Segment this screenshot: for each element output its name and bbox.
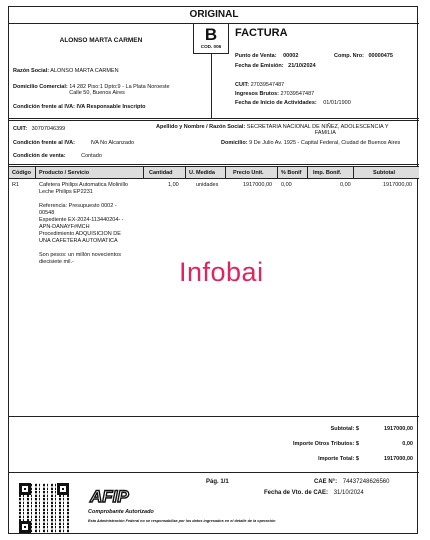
comprobante-autorizado: Comprobante Autorizado	[88, 509, 154, 515]
items-table-header	[9, 166, 419, 179]
doc-type: FACTURA	[235, 27, 288, 39]
note-line: Son pesos: un millón novecientos	[39, 252, 121, 258]
row-unit: unidades	[196, 182, 219, 188]
row-product: Cafetera Philips Automatica Molinillo Leche Philips EP2231	[39, 182, 128, 195]
row-qty: 1,00	[168, 182, 179, 188]
otros-tributos-value: 0,00	[402, 441, 413, 447]
note-line: 00548	[39, 210, 55, 216]
inicio-actividades: Fecha de Inicio de Actividades: 01/01/1900	[235, 100, 351, 106]
punto-de-venta: Punto de Venta: 00002	[235, 53, 299, 59]
issuer-name: ALONSO MARTA CARMEN	[59, 37, 143, 44]
afip-logo	[88, 486, 146, 506]
cae-expiration: Fecha de Vto. de CAE: 31/10/2024	[264, 490, 364, 496]
col-producto: Producto / Servicio	[39, 170, 90, 176]
col-unidad: U. Medida	[189, 170, 215, 176]
invoice-code: COD. 006	[200, 44, 222, 49]
note-line: Procedimiento ADQUISICION DE	[39, 231, 121, 237]
col-imp-bonif: Imp. Bonif.	[313, 170, 342, 176]
issuer-domicilio: Domicilio Comercial: 14 282 Piso:1 Dpto:9 - La Plata Noroeste Calle 50, Buenos Aires	[13, 84, 170, 96]
totals-block	[9, 416, 419, 472]
fecha-emision: Fecha de Emisión: 21/10/2024	[235, 63, 316, 69]
qr-code	[19, 483, 69, 533]
invoice-letter-box	[193, 23, 229, 54]
watermark: Infobai	[179, 257, 264, 287]
item-notes	[39, 203, 149, 266]
client-domicilio: Domicilio: 9 De Julio Av. 1925 - Capital Federal, Ciudad de Buenos Aires	[221, 140, 401, 146]
row-subtotal: 1917000,00	[383, 182, 413, 188]
svg-text:AFIP: AFIP	[90, 487, 129, 506]
invoice-letter: B	[204, 25, 218, 44]
total-label: Importe Total: $	[318, 456, 359, 462]
col-subtotal: Subtotal	[373, 170, 395, 176]
client-iva: Condición frente al IVA: IVA No Alcanzado	[13, 140, 135, 146]
row-bonif-imp: 0,00	[340, 182, 351, 188]
issuer-cuit: CUIT: 27039547487	[235, 82, 285, 88]
subtotal-value: 1917000,00	[383, 426, 413, 432]
col-precio: Precio Unit.	[233, 170, 264, 176]
note-line: Referencia: Presupuesto 0002 -	[39, 203, 117, 209]
row-code: R1	[12, 182, 20, 188]
client-cuit: CUIT: 30707046399	[13, 126, 66, 132]
note-line	[39, 245, 149, 252]
col-cantidad: Cantidad	[149, 170, 173, 176]
issuer-iva: Condición frente al IVA: IVA Responsable Inscripto	[13, 104, 146, 110]
col-codigo: Código	[12, 170, 31, 176]
note-line: APN-DANAYF#MCH	[39, 224, 90, 230]
invoice-page	[8, 6, 418, 534]
issuer-razon-social: Razón Social: ALONSO MARTA CARMEN	[13, 68, 119, 74]
otros-tributos-label: Importe Otros Tributos: $	[292, 441, 359, 447]
subtotal-label: Subtotal: $	[330, 426, 359, 432]
note-line: diecisiete mil.-	[39, 259, 74, 265]
total-value: 1917000,00	[383, 456, 413, 462]
cae-number: CAE N°: 74437248626560	[314, 479, 390, 485]
note-line: Expediente EX-2024-113440204- -	[39, 217, 124, 223]
note-line: UNA CAFETERA AUTOMATICA	[39, 238, 118, 244]
page-number: Pág. 1/1	[206, 479, 229, 485]
ingresos-brutos: Ingresos Brutos: 27039547487	[235, 91, 315, 97]
row-price: 1917000,00	[243, 182, 273, 188]
comp-nro: Comp. Nro: 00000475	[334, 53, 393, 59]
client-name: Apellido y Nombre / Razón Social: SECRETARIA NACIONAL DE NIÑEZ, ADOLESCENCIA Y FAMILIA	[156, 124, 389, 136]
afip-disclaimer: Esta Administración Federal no se responsabiliza por los datos ingresados en el detalle de la operación	[88, 519, 276, 523]
condicion-venta: Condición de venta: Contado	[13, 153, 102, 159]
copy-type-title: ORIGINAL	[189, 9, 239, 20]
row-bonif-pct: 0,00	[281, 182, 292, 188]
table-row	[9, 181, 419, 201]
col-bonif: % Bonif	[281, 170, 302, 176]
